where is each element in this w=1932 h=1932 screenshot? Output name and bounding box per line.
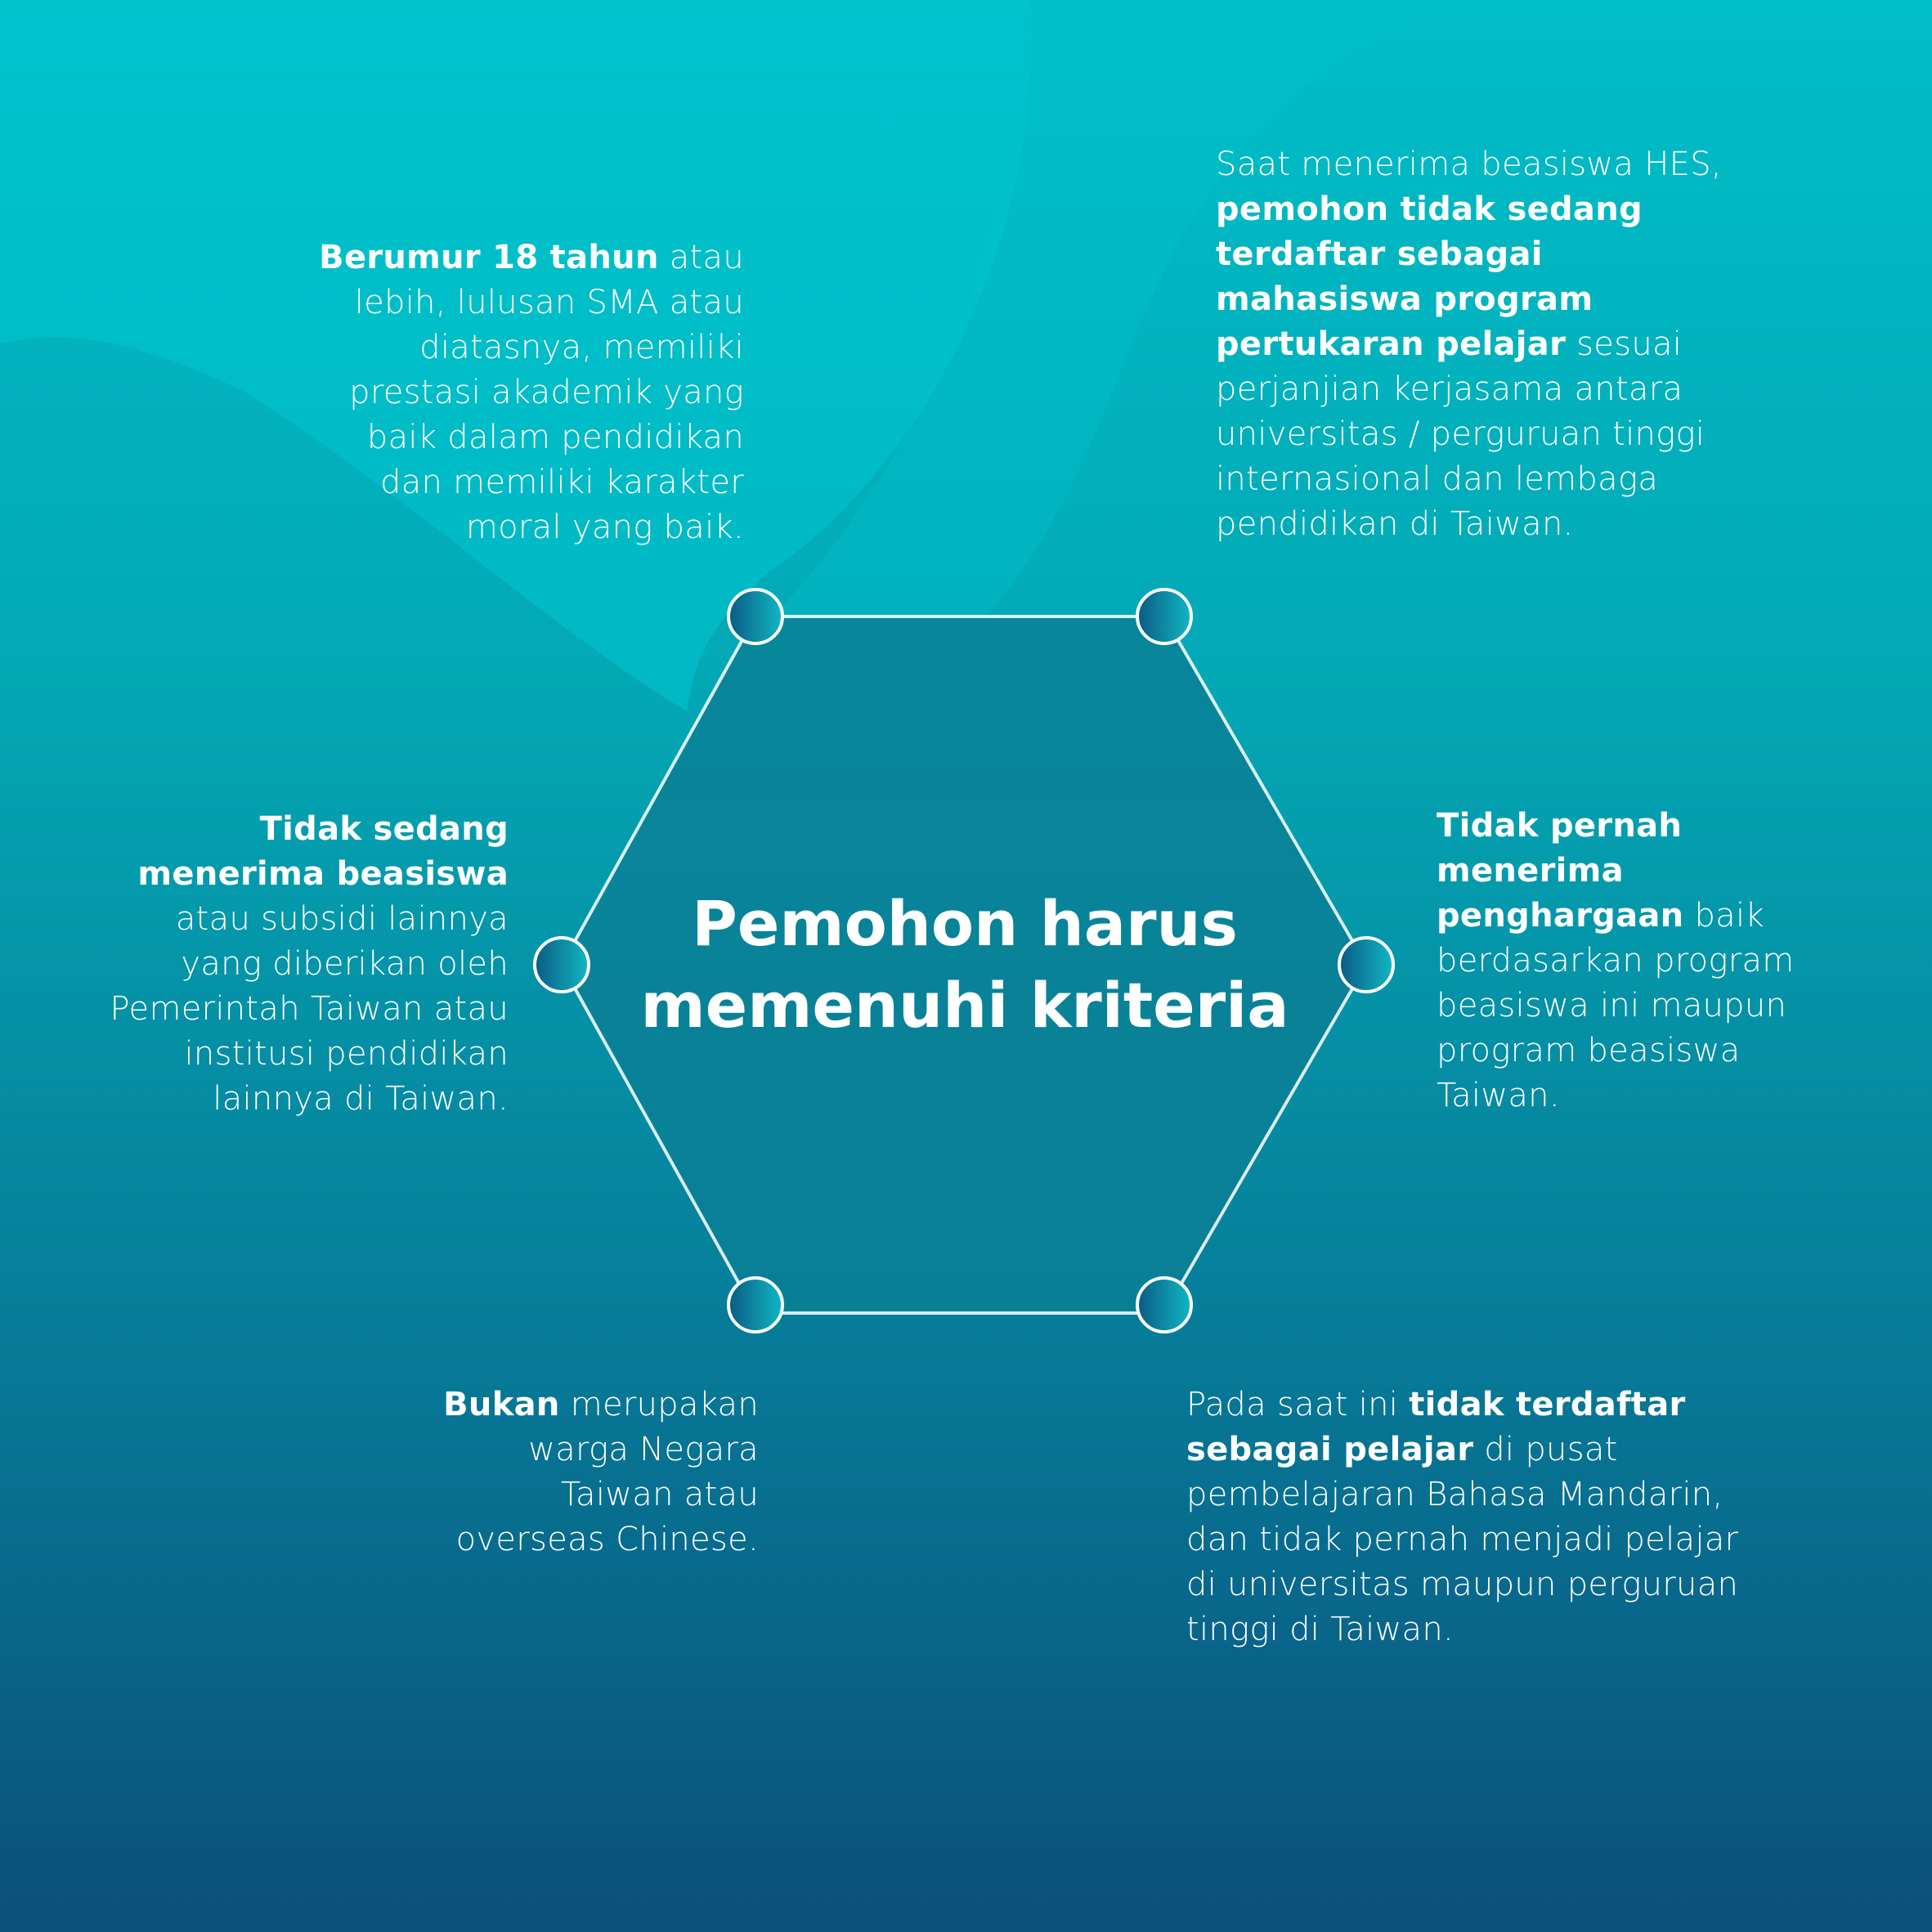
criterion-age-education bbox=[303, 235, 744, 550]
criterion-not-mandarin-student-intro: Pada saat ini bbox=[1186, 1386, 1410, 1423]
node-top-right bbox=[1137, 589, 1191, 643]
criterion-no-previous-award-text: baik berdasarkan program beasiswa ini maupun program beasiswa Taiwan. bbox=[1437, 897, 1795, 1114]
node-bottom-left bbox=[728, 1278, 782, 1332]
center-title-line-1: Pemohon harus bbox=[692, 887, 1238, 960]
criterion-no-other-scholarship bbox=[106, 807, 509, 1122]
center-title-line-2: memenuhi kriteria bbox=[640, 969, 1289, 1042]
criterion-not-taiwan-citizen-bold: Bukan bbox=[443, 1386, 560, 1423]
node-top-left bbox=[728, 589, 782, 643]
criterion-not-mandarin-student-bold: tidak terdaftar sebagai pelajar bbox=[1186, 1386, 1686, 1468]
criterion-no-other-scholarship-text: atau subsidi lainnya yang diberikan oleh Pemerintah Taiwan atau institusi pendidikan lainnya di Taiwan. bbox=[110, 900, 509, 1118]
node-bottom-right bbox=[1137, 1278, 1191, 1332]
center-title bbox=[556, 883, 1374, 1047]
criterion-age-education-bold: Berumur 18 tahun bbox=[319, 239, 659, 276]
criterion-not-mandarin-student-text: di pusat pembelajaran Bahasa Mandarin, dan tidak pernah menjadi pelajar di universitas maupun perguruan tinggi di Taiwan. bbox=[1186, 1431, 1739, 1648]
criterion-not-exchange-student-bold: pemohon tidak sedang terdaftar sebagai mahasiswa program pertukaran pelajar bbox=[1216, 191, 1643, 363]
criterion-no-previous-award-bold: Tidak pernah menerima penghargaan bbox=[1437, 807, 1684, 935]
criterion-no-previous-award bbox=[1437, 804, 1862, 1118]
criterion-not-exchange-student bbox=[1216, 142, 1723, 547]
criterion-not-exchange-student-text: sesuai perjanjian kerjasama antara universitas / perguruan tinggi internasional dan lembaga pendidikan di Taiwan. bbox=[1216, 325, 1706, 543]
criterion-not-mandarin-student bbox=[1186, 1383, 1750, 1652]
criterion-age-education-text: atau lebih, lulusan SMA atau diatasnya, memiliki prestasi akademik yang baik dalam pendidikan dan memiliki karakter moral yang baik. bbox=[349, 239, 744, 546]
criterion-no-other-scholarship-bold: Tidak sedang menerima beasiswa bbox=[137, 810, 509, 893]
criterion-not-exchange-student-intro: Saat menerima beasiswa HES, bbox=[1216, 146, 1722, 183]
criterion-not-taiwan-citizen bbox=[409, 1383, 759, 1562]
criterion-not-taiwan-citizen-text: merupakan warga Negara Taiwan atau overseas Chinese. bbox=[455, 1386, 759, 1558]
